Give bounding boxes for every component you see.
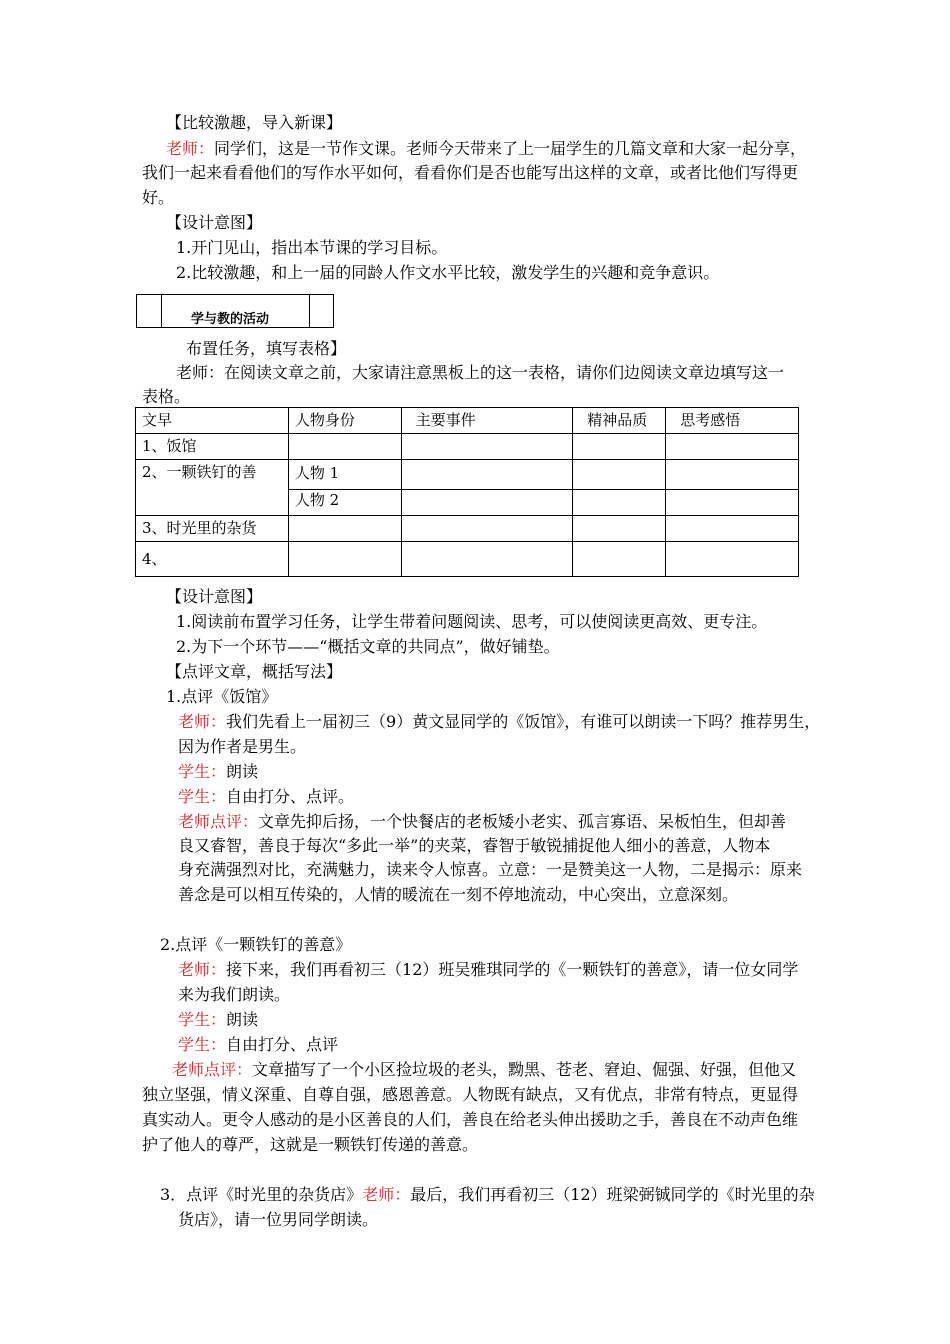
intro-paragraph-line-3: 好。 xyxy=(142,188,175,207)
dialogue-line: 因为作者是男生。 xyxy=(178,737,307,756)
review-heading: 【点评文章，概括写法】 xyxy=(166,662,343,681)
design-intent-item: 2.比较激趣，和上一届的同龄人作文水平比较，激发学生的兴趣和竞争意识。 xyxy=(176,263,720,282)
table-cell xyxy=(288,542,401,577)
table-row xyxy=(136,434,799,460)
table-cell xyxy=(666,490,799,516)
student-label: 学生： xyxy=(178,1010,227,1029)
review-section-title: 3．点评《时光里的杂货店》老师：最后，我们再看初三（12）班梁弼铖同学的《时光里的杂 xyxy=(160,1185,815,1204)
task-heading: 布置任务，填写表格】 xyxy=(186,339,347,358)
table-cell xyxy=(666,434,799,460)
dialogue-line: 老师：我们先看上一届初三（9）黄文显同学的《饭馆》，有谁可以朗读一下吗？推荐男生， xyxy=(178,712,821,731)
table-cell: 1、饭馆 xyxy=(136,434,289,460)
intro-paragraph-line-1 xyxy=(166,138,806,160)
design-intent-item: 2.为下一个环节——“概括文章的共同点”，做好铺垫。 xyxy=(176,637,560,656)
comment-line: 身充满强烈对比，充满魅力，读来令人惊喜。立意：一是赞美这一人物，二是揭示：原来 xyxy=(178,860,803,879)
review-section-title: 1.点评《饭馆》 xyxy=(166,687,278,706)
table-header-cell: 主要事件 xyxy=(401,408,573,434)
task-teacher-line: 表格。 xyxy=(142,387,191,406)
activity-box-label: 学与教的活动 xyxy=(191,312,270,327)
table-cell xyxy=(666,542,799,577)
dialogue-line: 学生：自由打分、点评 xyxy=(178,1035,339,1054)
comment-line: 真实动人。更令人感动的是小区善良的人们，善良在给老头伸出援助之手，善良在不动声色维 xyxy=(142,1110,799,1129)
student-label: 学生： xyxy=(178,762,227,781)
comment-line: 独立坚强，情义深重、自尊自强，感恩善意。人物既有缺点，又有优点，非常有特点，更显得 xyxy=(142,1085,799,1104)
comment-line: 老师点评：文章描写了一个小区捡垃圾的老头，黝黑、苍老、窘迫、倔强、好强，但他又 xyxy=(172,1060,797,1079)
task-teacher-line: 老师：在阅读文章之前，大家请注意黑板上的这一表格，请你们边阅读文章边填写这一 xyxy=(176,363,785,382)
teacher-label: 老师： xyxy=(362,1185,411,1204)
table-cell xyxy=(288,516,401,542)
table-cell xyxy=(573,542,666,577)
table-cell xyxy=(573,460,666,490)
dialogue-line: 学生：朗读 xyxy=(178,1010,259,1029)
table-cell: 3、时光里的杂货 xyxy=(136,516,289,542)
teacher-label: 老师： xyxy=(178,960,227,979)
table-cell xyxy=(401,542,573,577)
student-label: 学生： xyxy=(178,1035,227,1054)
table-row xyxy=(136,460,799,490)
table-cell: 4、 xyxy=(136,542,289,577)
teacher-comment-label: 老师点评： xyxy=(172,1060,253,1079)
table-header-cell: 文早 xyxy=(136,408,289,434)
table-header-cell: 思考感悟 xyxy=(666,408,799,434)
comment-line: 老师点评：文章先抑后扬，一个快餐店的老板矮小老实、孤言寡语、呆板怕生，但却善 xyxy=(178,812,787,831)
table-cell: 人物 1 xyxy=(288,460,401,490)
comment-line: 良又睿智，善良于每次“多此一举”的夹菜，睿智于敏锐捕捉他人细小的善意，人物本 xyxy=(178,836,771,855)
table-header-cell: 人物身份 xyxy=(288,408,401,434)
table-cell xyxy=(288,434,401,460)
table-cell xyxy=(401,434,573,460)
table-cell xyxy=(573,490,666,516)
dialogue-line: 学生：朗读 xyxy=(178,762,259,781)
table-row xyxy=(136,542,799,577)
table-row xyxy=(136,516,799,542)
activity-box xyxy=(136,294,334,328)
table-cell xyxy=(401,460,573,490)
intro-paragraph-line-2: 我们一起来看看他们的写作水平如何，看看你们是否也能写出这样的文章，或者比他们写得更 xyxy=(142,163,799,182)
table-cell: 2、一颗铁钉的善 xyxy=(136,460,289,516)
dialogue-line: 老师：接下来，我们再看初三（12）班吴雅琪同学的《一颗铁钉的善意》，请一位女同学 xyxy=(178,960,799,979)
design-intent-heading: 【设计意图】 xyxy=(166,587,263,606)
teacher-label: 老师： xyxy=(166,139,215,158)
teacher-comment-label: 老师点评： xyxy=(178,812,259,831)
table-cell: 人物 2 xyxy=(288,490,401,516)
design-intent-heading: 【设计意图】 xyxy=(166,213,263,232)
dialogue-line: 学生：自由打分、点评。 xyxy=(178,787,355,806)
comment-line: 善念是可以相互传染的，人情的暖流在一刻不停地流动，中心突出，立意深刻。 xyxy=(178,885,739,904)
comment-line: 护了他人的尊严，这就是一颗铁钉传递的善意。 xyxy=(142,1135,479,1154)
table-header-row xyxy=(136,408,799,434)
dialogue-line: 货店》，请一位男同学朗读。 xyxy=(178,1210,379,1229)
table-cell xyxy=(666,460,799,490)
table-cell xyxy=(401,516,573,542)
teacher-label: 老师： xyxy=(178,712,227,731)
design-intent-item: 1.阅读前布置学习任务，让学生带着问题阅读、思考，可以使阅读更高效、更专注。 xyxy=(176,612,768,631)
design-intent-item: 1.开门见山，指出本节课的学习目标。 xyxy=(176,238,448,257)
intro-heading: 【比较激趣，导入新课】 xyxy=(166,113,343,132)
review-section-title: 2.点评《一颗铁钉的善意》 xyxy=(160,935,352,954)
table-cell xyxy=(573,516,666,542)
student-label: 学生： xyxy=(178,787,227,806)
table-cell xyxy=(401,490,573,516)
dialogue-line: 来为我们朗读。 xyxy=(178,985,291,1004)
reading-table xyxy=(135,407,799,577)
table-header-cell: 精神品质 xyxy=(573,408,666,434)
intro-text: 同学们，这是一节作文课。老师今天带来了上一届学生的几篇文章和大家一起分享， xyxy=(214,139,807,158)
table-cell xyxy=(666,516,799,542)
table-cell xyxy=(573,434,666,460)
